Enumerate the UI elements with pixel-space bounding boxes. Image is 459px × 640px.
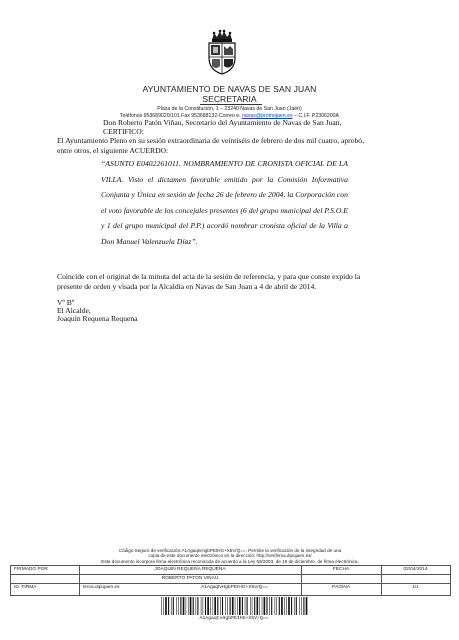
department-title: SECRETARIA bbox=[202, 94, 257, 104]
verification-note-line: copia de este documento electrónico en la dirección: http://verifirma.dipujaen.es/ bbox=[148, 553, 312, 559]
secretary-line: Don Roberto Patón Viñau, Secretario del Ayuntamiento de Navas de San Juan, bbox=[103, 118, 342, 127]
cif-number: – C.I.F. P2306200A bbox=[292, 113, 339, 119]
header-address: Plaza de la Constitución, 1 – 23240 Navas de San Juan (Jaén) bbox=[157, 106, 302, 112]
signature-table bbox=[10, 565, 451, 596]
id-firma-value: firma.dipujaen.es bbox=[83, 585, 120, 590]
pleno-paragraph: El Ayuntamiento Pleno en su sesión extraordinaria de veintiséis de febrero de dos mil cuatro, aprobó, entre otros, el siguiente ACUERDO: bbox=[57, 136, 364, 155]
organization-title: AYUNTAMIENTO DE NAVAS DE SAN JUAN bbox=[142, 84, 317, 94]
verification-note-line: Código Seguro de verificación:A1AgaqtvHgbPEIHG+X5V/Q==. Permite la verificación de la integridad de una bbox=[118, 548, 342, 553]
table-divider bbox=[11, 574, 450, 575]
alcalde-name: Joaquín Requena Requena bbox=[57, 314, 138, 323]
alcalde-label: El Alcalde, bbox=[57, 306, 91, 315]
id-code: A1AgaqtvHgbPEIHG+X5V/Q== bbox=[201, 585, 269, 590]
pagina-label: PÁGINA bbox=[331, 585, 351, 590]
barcode bbox=[160, 597, 308, 623]
coat-of-arms-icon bbox=[204, 28, 240, 76]
header-divider bbox=[200, 104, 262, 105]
certifico-heading: CERTIFICO: bbox=[103, 127, 144, 136]
barcode-icon bbox=[160, 597, 308, 615]
coincide-paragraph: Coincide con el original de la minuta del acta de la sesión de referencia, y para que conste expido la presente de orden y visada por la Alcaldía en Navas de San Juan a 4 de abril de 2014. bbox=[57, 272, 361, 291]
barcode-text: A1AgaqtvHgbPEIHG+X5V/Q== bbox=[199, 616, 269, 621]
agreement-quote: “ASUNTO E0402261011. NOMBRAMIENTO DE CRONISTA OFICIAL DE LA VILLA. Visto el dictamen favorable emitido por la Comisión Informativa Conjunta y Única en sesión de fecha 26 de febrero de 2004, la Corporación con el voto favorable de los concejales presentes (6 del grupo municipal del P.S.O.E y 1 del grupo municipal del P.P.) acordó nombrar cronista oficial de la Villa a Don Manuel Valenzuela Díaz”. bbox=[101, 159, 348, 246]
fecha-label: FECHA bbox=[332, 567, 350, 572]
id-firma-label: ID. FIRMA bbox=[14, 585, 37, 590]
verification-note-line: Este documento incorpora firma electrónica reconocida de acuerdo a la Ley 59/2003, de 19 de diciembre, de firma electrónica. bbox=[101, 558, 359, 564]
contact-phones: Teléfonos 953689020/101 Fax 953688132-Correo e. bbox=[120, 113, 241, 119]
signer-name: ROBERTO PATON VIÑAU bbox=[161, 576, 219, 581]
visto-bueno: Vº Bº bbox=[57, 298, 75, 307]
verification-note bbox=[40, 548, 420, 564]
firmado-por-label: FIRMADO POR bbox=[14, 567, 48, 572]
pagina-value: 1/1 bbox=[412, 585, 419, 590]
fecha-value: 02/04/2014 bbox=[403, 567, 428, 572]
email-link[interactable]: navas@promojaen.es bbox=[242, 113, 293, 119]
table-divider bbox=[11, 583, 450, 584]
signer-name: JOAQUIN REQUENA REQUENA bbox=[154, 567, 226, 572]
